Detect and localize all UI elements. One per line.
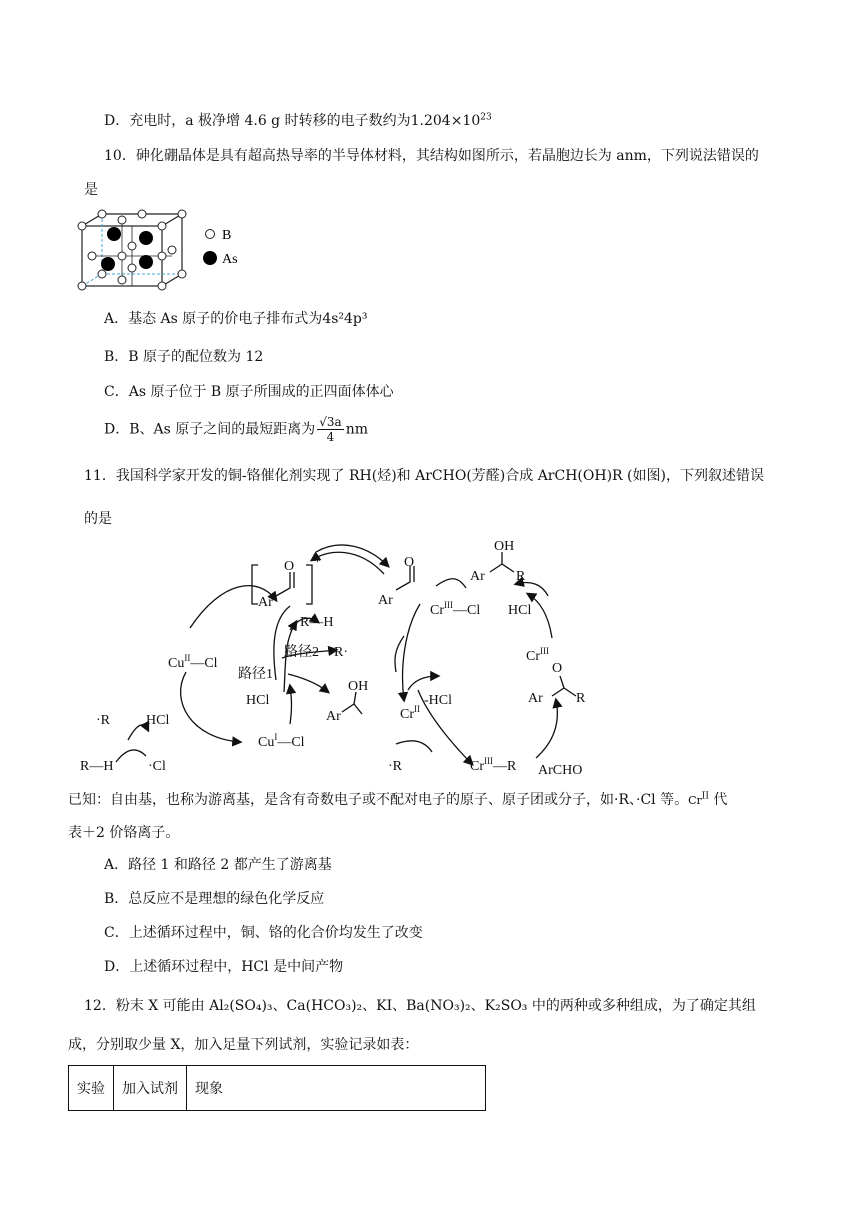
path1-label: 路径1 bbox=[238, 667, 273, 682]
cu1-label: $Cu^I—Cl$ bbox=[258, 732, 305, 750]
q10-option-b: B．B 原子的配位数为 12 bbox=[104, 349, 264, 365]
table-header-cell: 加入试剂 bbox=[114, 1066, 187, 1111]
hcl-right-label: HCl bbox=[508, 603, 532, 618]
q9-option-d: D．充电时，a 极净增 4.6 g 时转移的电子数约为$1.204\times 10^{23}$ bbox=[104, 112, 492, 129]
ar-product-label: Ar bbox=[470, 569, 485, 584]
rh-left-label: R—H bbox=[80, 759, 114, 774]
rh-top-label: R—H bbox=[300, 615, 334, 630]
q11-option-c: C．上述循环过程中，铜、铬的化合价均发生了改变 bbox=[104, 925, 423, 941]
r-dot-top-label: R· bbox=[334, 645, 348, 660]
o-aldehyde-label: O bbox=[404, 555, 415, 570]
ar-alkoxide-label: Ar bbox=[528, 691, 543, 706]
ar-aldehyde-label: Ar bbox=[378, 593, 393, 608]
legend-b-label: B bbox=[222, 228, 232, 243]
oh-radical-label: OH bbox=[348, 679, 369, 694]
q11-option-a: A．路径 1 和路径 2 都产生了游离基 bbox=[104, 857, 332, 873]
q10-option-a: A．基态 As 原子的价电子排布式为4s²4p³ bbox=[104, 311, 368, 327]
table-header-row bbox=[69, 1066, 486, 1111]
minus-hcl-label: -HCl bbox=[424, 693, 452, 708]
q10-option-d: D．B、As 原子之间的最短距离为 $\frac{√3a}{4}$ nm bbox=[104, 415, 368, 444]
table-header-cell: 实验 bbox=[69, 1066, 114, 1111]
q11-known-line2: 表＋2 价铬离子。 bbox=[68, 825, 180, 841]
q11-option-b: B．总反应不是理想的绿色化学反应 bbox=[104, 891, 325, 907]
legend-as-label: As bbox=[222, 252, 238, 267]
q11-stem-line1: 11．我国科学家开发的铜-铬催化剂实现了 RH(烃)和 ArCHO(芳醛)合成 ArCH(OH)R (如图)，下列叙述错误 bbox=[84, 468, 764, 484]
r-alkoxide-label: R bbox=[576, 691, 586, 706]
experiment-table bbox=[68, 1065, 486, 1111]
q10-stem-line2: 是 bbox=[84, 182, 98, 198]
hcl-left-label: HCl bbox=[146, 713, 170, 728]
r-dot-bottom-label: ·R bbox=[388, 759, 402, 774]
cu2-label: $Cu^{II}—Cl$ bbox=[168, 653, 218, 671]
q10-stem-line1: 10．砷化硼晶体是具有超高热导率的半导体材料，其结构如图所示，若晶胞边长为 anm，下列说法错误的 bbox=[104, 148, 759, 164]
star-label: * bbox=[314, 555, 321, 570]
o-complex-label: O bbox=[284, 559, 295, 574]
q11-option-d: D．上述循环过程中，HCl 是中间产物 bbox=[104, 959, 344, 975]
r-product-label: R bbox=[516, 569, 526, 584]
hcl-left-mid-label: HCl bbox=[246, 693, 270, 708]
q11-known-line1: 已知：自由基，也称为游离基，是含有奇数电子或不配对电子的原子、原子团或分子，如·R、·Cl 等。$Cr^{II}$ 代 bbox=[68, 791, 728, 808]
fraction: $\frac{√3a}{4}$ bbox=[319, 415, 342, 444]
oh-product-label: OH bbox=[494, 539, 515, 554]
cr3-o-label: $Cr^{III}$ bbox=[526, 646, 549, 664]
cr2-label: $Cr^{II}$ bbox=[400, 704, 420, 722]
ar-radical-label: Ar bbox=[326, 709, 341, 724]
cr3-cl-label: $Cr^{III}—Cl$ bbox=[430, 600, 481, 618]
ar-complex-label: Ar bbox=[258, 595, 273, 610]
path2-label: 路径2 bbox=[284, 645, 319, 660]
q12-stem-line1: 12．粉末 X 可能由 Al₂(SO₄)₃、Ca(HCO₃)₂、KI、Ba(NO₃)₂、K₂SO₃ 中的两种或多种组成，为了确定其组 bbox=[84, 998, 756, 1014]
q10-option-c: C．As 原子位于 B 原子所围成的正四面体体心 bbox=[104, 384, 394, 400]
o-alkoxide-label: O bbox=[552, 661, 563, 676]
q12-stem-line2: 成，分别取少量 X，加入足量下列试剂，实验记录如表： bbox=[68, 1037, 419, 1053]
q11-stem-line2: 的是 bbox=[84, 511, 112, 527]
cl-dot-label: ·Cl bbox=[148, 759, 166, 774]
table-header-cell: 现象 bbox=[187, 1066, 486, 1111]
cr3-r-label: $Cr^{III}—R$ bbox=[470, 756, 517, 774]
r-dot-left-label: ·R bbox=[96, 713, 110, 728]
archo-label: ArCHO bbox=[538, 763, 583, 778]
